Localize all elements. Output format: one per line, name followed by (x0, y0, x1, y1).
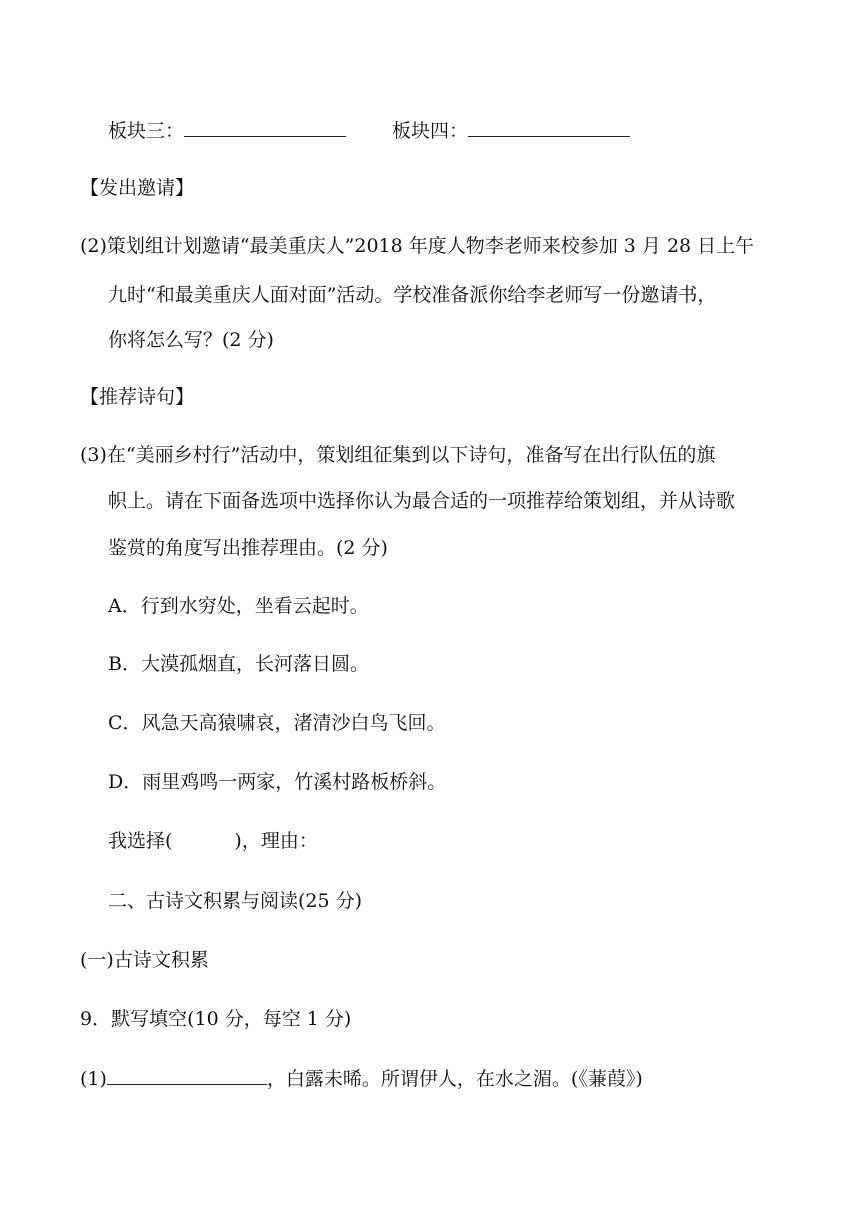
question9-item1 (80, 1066, 643, 1090)
invite-question-number: (2) (80, 235, 107, 257)
block4-label: 板块四： (392, 120, 469, 142)
poem-question-text1: 在“美丽乡村行”活动中，策划组征集到以下诗句，准备写在出行队伍的旗 (106, 444, 716, 466)
poem-choice-line (108, 829, 318, 853)
block3-label: 板块三： (108, 120, 185, 142)
poem-question-line2: 帜上。请在下面备选项中选择你认为最合适的一项推荐给策划组，并从诗歌 (108, 490, 736, 512)
poem-question-line3: 鉴赏的角度写出推荐理由。(2 分) (108, 537, 388, 559)
poem-option-c: C．风急天高猿啸哀，渚清沙白鸟飞回。 (108, 712, 446, 734)
block4-row (392, 118, 630, 142)
invite-heading: 【发出邀请】 (80, 177, 195, 199)
part2-subsection-title: (一)古诗文积累 (80, 949, 209, 971)
invite-question-text1: 策划组计划邀请“最美重庆人”2018 年度人物李老师来校参加 3 月 28 日上午 (106, 235, 755, 257)
choice-suffix: )，理由： (234, 830, 318, 852)
poem-question-number: (3) (80, 444, 107, 466)
block3-answer-blank[interactable] (184, 118, 346, 137)
invite-question-line3: 你将怎么写？(2 分) (108, 329, 274, 351)
block3-row (108, 118, 346, 142)
question9-title: 9．默写填空(10 分，每空 1 分) (80, 1008, 352, 1030)
choice-prefix: 我选择( (108, 830, 173, 852)
question9-item1-text: ，白露未晞。所谓伊人，在水之湄。(《蒹葭》) (266, 1068, 643, 1090)
block4-answer-blank[interactable] (468, 118, 630, 137)
invite-question-line1 (80, 234, 754, 258)
part2-title: 二、古诗文积累与阅读(25 分) (108, 890, 363, 912)
poem-option-d: D．雨里鸡鸣一两家，竹溪村路板桥斜。 (108, 771, 447, 793)
question9-item1-number: (1) (80, 1068, 107, 1090)
invite-question-line2: 九时“和最美重庆人面对面”活动。学校准备派你给李老师写一份邀请书， (108, 284, 717, 306)
poem-heading: 【推荐诗句】 (80, 386, 195, 408)
question9-item1-blank[interactable] (107, 1066, 267, 1085)
poem-question-line1 (80, 443, 715, 467)
poem-option-a: A．行到水穷处，坐看云起时。 (108, 595, 369, 617)
poem-option-b: B．大漠孤烟直，长河落日圆。 (108, 653, 369, 675)
